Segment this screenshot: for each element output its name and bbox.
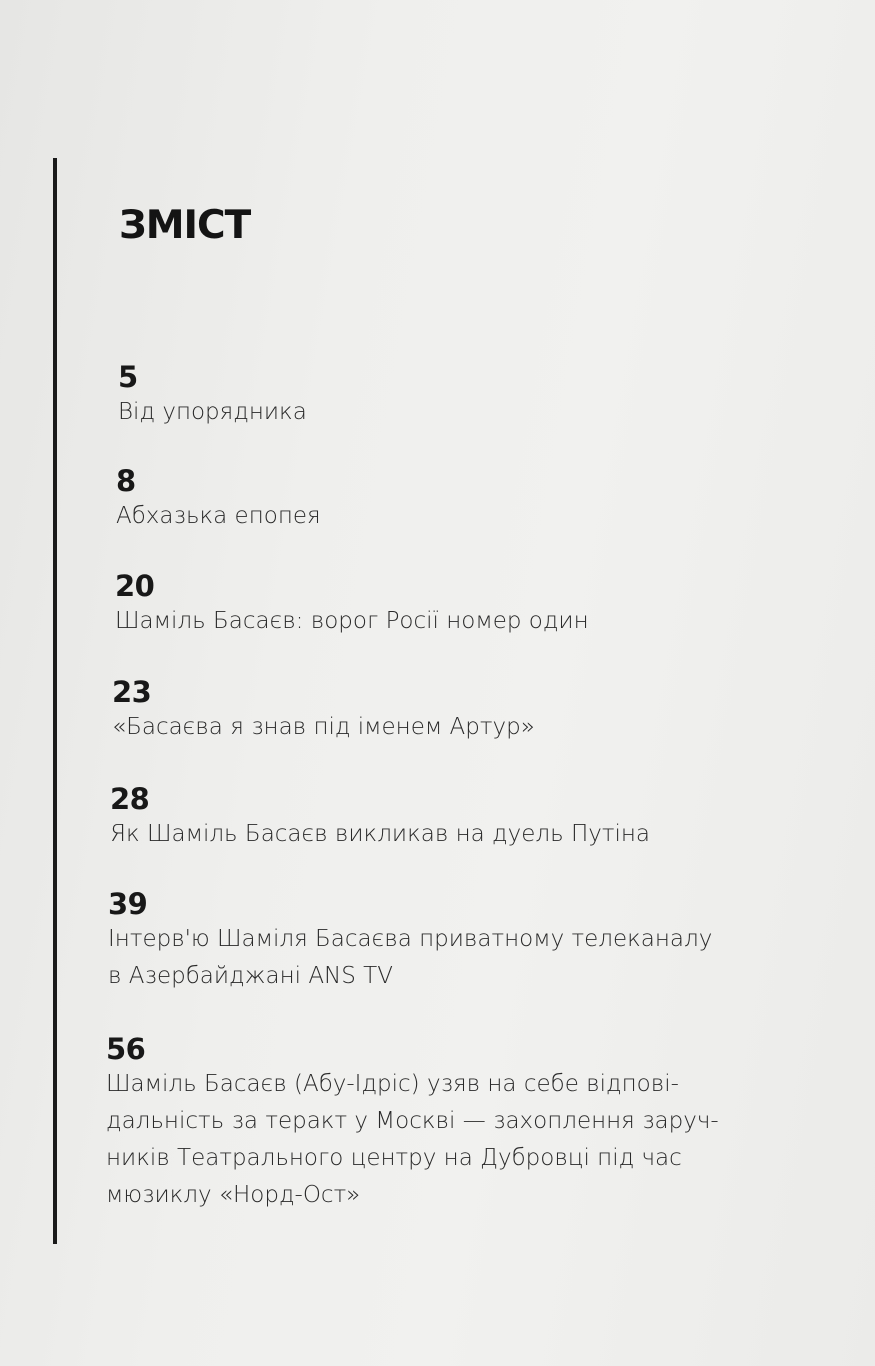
toc-entry xyxy=(115,569,589,640)
vertical-rule xyxy=(53,158,57,1244)
toc-entry-title: «Басаєва я знав під іменем Артур» xyxy=(112,714,535,740)
toc-entry-title-line: в Азербайджані ANS TV xyxy=(108,963,393,989)
page-title: ЗМІСТ xyxy=(119,203,251,248)
toc-entry xyxy=(106,1032,719,1214)
toc-entry xyxy=(108,887,712,995)
toc-page-number: 8 xyxy=(116,464,136,498)
toc-entry-title-line: дальність за теракт у Москві — захоплення заруч- xyxy=(106,1108,719,1134)
toc-entry-title-line: Шаміль Басаєв (Абу-Ідріс) узяв на себе відпові- xyxy=(106,1071,679,1097)
toc-entry xyxy=(118,360,307,431)
toc-page-number: 5 xyxy=(118,360,138,394)
toc-entry-title-line: мюзиклу «Норд-Ост» xyxy=(106,1182,361,1208)
toc-page-number: 39 xyxy=(108,887,148,921)
toc-entry-title-line: Інтерв'ю Шаміля Басаєва приватному телеканалу xyxy=(108,926,713,952)
toc-entry xyxy=(110,782,650,853)
toc-page-number: 56 xyxy=(106,1032,146,1066)
toc-page-number: 23 xyxy=(112,675,152,709)
toc-entry-title: Від упорядника xyxy=(118,399,307,425)
toc-entry-title: Шаміль Басаєв: ворог Росії номер один xyxy=(115,608,589,634)
toc-entry-title: Як Шаміль Басаєв викликав на дуель Путіна xyxy=(110,821,651,847)
toc-page-number: 20 xyxy=(115,569,155,603)
toc-entry-title: Абхазька епопея xyxy=(116,503,321,529)
toc-entry xyxy=(116,464,321,535)
toc-entry xyxy=(112,675,535,746)
toc-entry-title-line: ників Театрального центру на Дубровці під час xyxy=(106,1145,682,1171)
toc-page-number: 28 xyxy=(110,782,150,816)
